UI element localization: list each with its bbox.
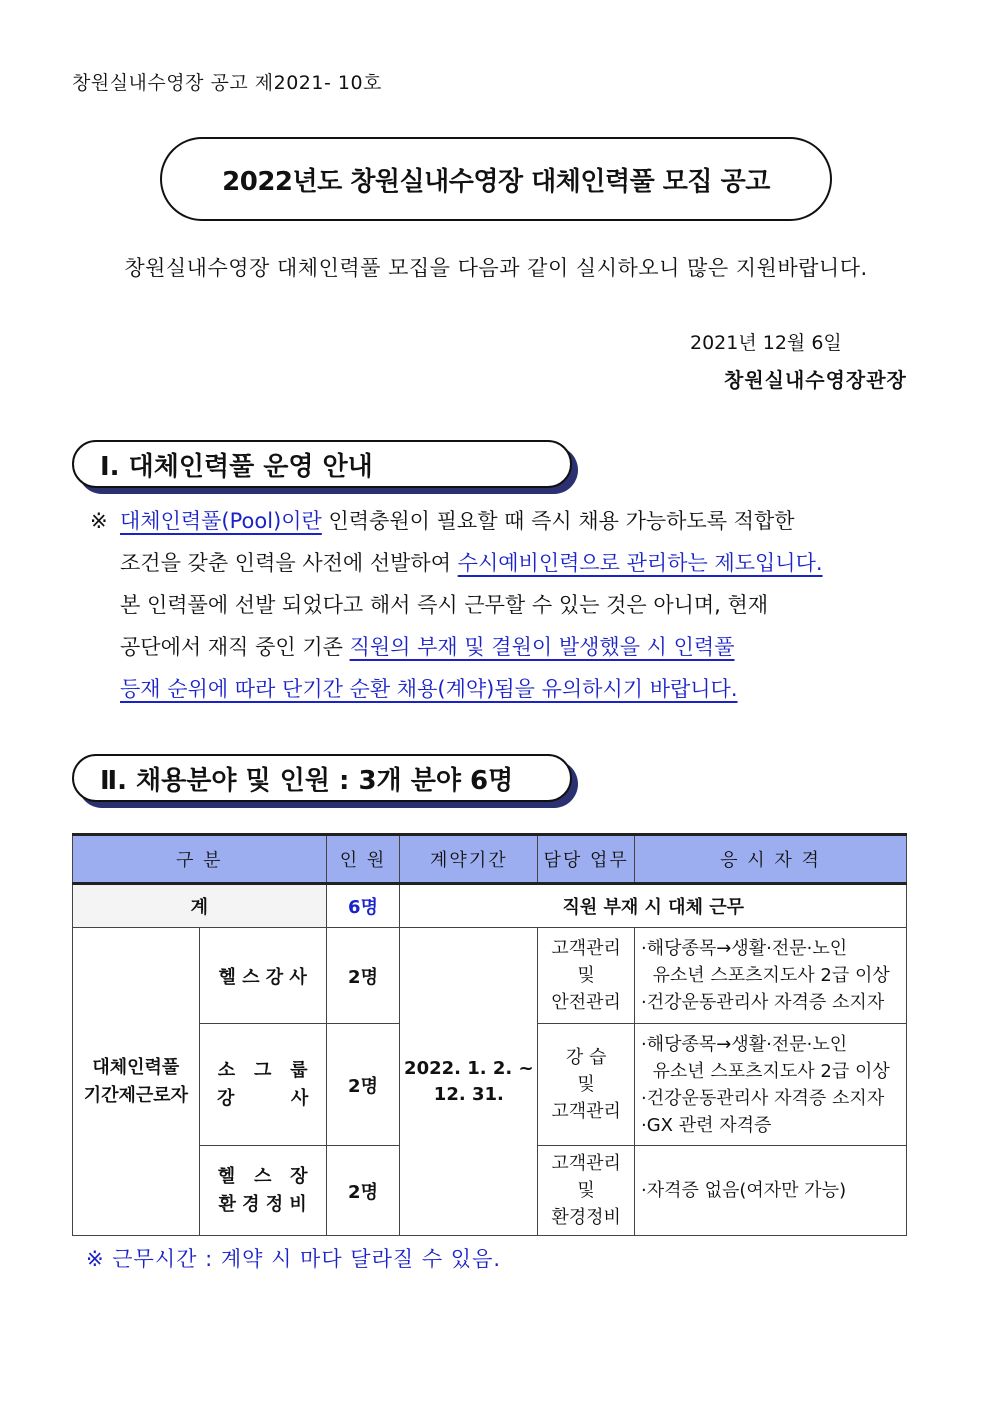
- para-line-4: [120, 626, 890, 668]
- duty-line: 및: [577, 1074, 595, 1095]
- pool-definition-term: 대체인력풀(Pool)이란: [120, 509, 322, 533]
- qualification-line: ·건강운동관리사 자격증 소지자: [641, 1087, 885, 1109]
- duty-line: 고객관리: [551, 938, 621, 959]
- para-line-1: [120, 500, 890, 542]
- duty-line: 고객관리: [551, 1101, 621, 1122]
- role-line-2: 강 사: [217, 1087, 309, 1109]
- summary-count: 6명: [326, 884, 400, 928]
- issuer-name: 창원실내수영장관장: [724, 368, 907, 392]
- qualification-cell: [635, 928, 907, 1024]
- table-row: [73, 928, 907, 1024]
- role-cell: [199, 1146, 326, 1236]
- recruitment-table: [72, 833, 907, 1236]
- duty-line: 고객관리: [551, 1153, 621, 1174]
- group-line-2: 기간제근로자: [83, 1084, 189, 1106]
- count-cell: 2명: [326, 928, 400, 1024]
- para-line-5-underlined: 등재 순위에 따라 단기간 순환 채용(계약)됨을 유의하시기 바랍니다.: [120, 677, 738, 701]
- para-line-4-plain: 공단에서 재직 중인 기존: [120, 635, 350, 659]
- role-line-2: 환 경 정 비: [218, 1193, 307, 1215]
- duty-cell: [538, 1024, 635, 1146]
- page-title: 2022년도 창원실내수영장 대체인력풀 모집 공고: [222, 166, 770, 197]
- header-duty: 담당 업무: [538, 835, 635, 884]
- header-qualification: 응 시 자 격: [635, 835, 907, 884]
- duty-line: 환경정비: [551, 1207, 621, 1228]
- qualification-line: ·GX 관련 자격증: [641, 1114, 772, 1136]
- duty-cell: [538, 1146, 635, 1236]
- summary-label: 계: [73, 884, 327, 928]
- group-line-1: 대체인력풀: [92, 1056, 180, 1078]
- intro-text: 창원실내수영장 대체인력풀 모집을 다음과 같이 실시하오니 많은 지원바랍니다.: [124, 256, 868, 280]
- period-line-2: 12. 31.: [433, 1083, 504, 1105]
- qualification-line: ·건강운동관리사 자격증 소지자: [641, 992, 885, 1013]
- count-cell: 2명: [326, 1146, 400, 1236]
- summary-note: 직원 부재 시 대체 근무: [400, 884, 907, 928]
- header-count: 인 원: [326, 835, 400, 884]
- footnote: ※ 근무시간 : 계약 시 마다 달라질 수 있음.: [86, 1247, 502, 1271]
- count-cell: 2명: [326, 1024, 400, 1146]
- table-header-row: [73, 835, 907, 884]
- section1-heading-text: Ⅰ. 대체인력풀 운영 안내: [100, 451, 373, 482]
- para-line-2-plain: 조건을 갖춘 인력을 사전에 선발하여: [120, 551, 458, 575]
- reference-mark: ※: [90, 509, 108, 533]
- section1-heading: [72, 440, 572, 488]
- duty-line: 강 습: [565, 1047, 607, 1068]
- period-cell: [400, 928, 538, 1236]
- group-cell: [73, 928, 200, 1236]
- duty-line: 안전관리: [551, 992, 621, 1013]
- qualification-line: ·해당종목→생활·전문·노인: [641, 1033, 848, 1055]
- period-line-1: 2022. 1. 2. ~: [404, 1057, 534, 1079]
- qualification-cell: [635, 1024, 907, 1146]
- role-cell: 헬 스 강 사: [199, 928, 326, 1024]
- para-line-4-underlined: 직원의 부재 및 결원이 발생했을 시 인력풀: [349, 635, 735, 659]
- duty-line: 및: [577, 1180, 595, 1201]
- role-line-1: 헬 스 장: [217, 1165, 308, 1187]
- notice-number: 창원실내수영장 공고 제2021- 10호: [72, 72, 382, 94]
- para-line-3: 본 인력풀에 선발 되었다고 해서 즉시 근무할 수 있는 것은 아니며, 현재: [120, 593, 769, 617]
- para-line-1-rest: 인력충원이 필요할 때 즉시 채용 가능하도록 적합한: [321, 509, 795, 533]
- section2-heading-text: Ⅱ. 채용분야 및 인원 : 3개 분야 6명: [100, 765, 514, 796]
- para-line-5: [120, 668, 890, 710]
- duty-cell: [538, 928, 635, 1024]
- para-line-2-underlined: 수시예비인력으로 관리하는 제도입니다.: [457, 551, 823, 575]
- duty-line: 및: [577, 965, 595, 986]
- notice-date: 2021년 12월 6일: [690, 332, 842, 354]
- role-cell: [199, 1024, 326, 1146]
- table-summary-row: [73, 884, 907, 928]
- header-period: 계약기간: [400, 835, 538, 884]
- qualification-line: 유소년 스포츠지도사 2급 이상: [641, 1060, 890, 1082]
- section1-paragraph: [90, 500, 890, 710]
- qualification-line: 유소년 스포츠지도사 2급 이상: [641, 965, 890, 986]
- role-line-1: 소 그 룹: [217, 1059, 308, 1081]
- section2-heading: [72, 754, 572, 802]
- title-box: [160, 137, 832, 221]
- qualification-cell: [635, 1146, 907, 1236]
- header-category: 구 분: [73, 835, 327, 884]
- qualification-line: ·해당종목→생활·전문·노인: [641, 938, 848, 959]
- para-line-2: [120, 542, 890, 584]
- qualification-line: ·자격증 없음(여자만 가능): [641, 1180, 847, 1201]
